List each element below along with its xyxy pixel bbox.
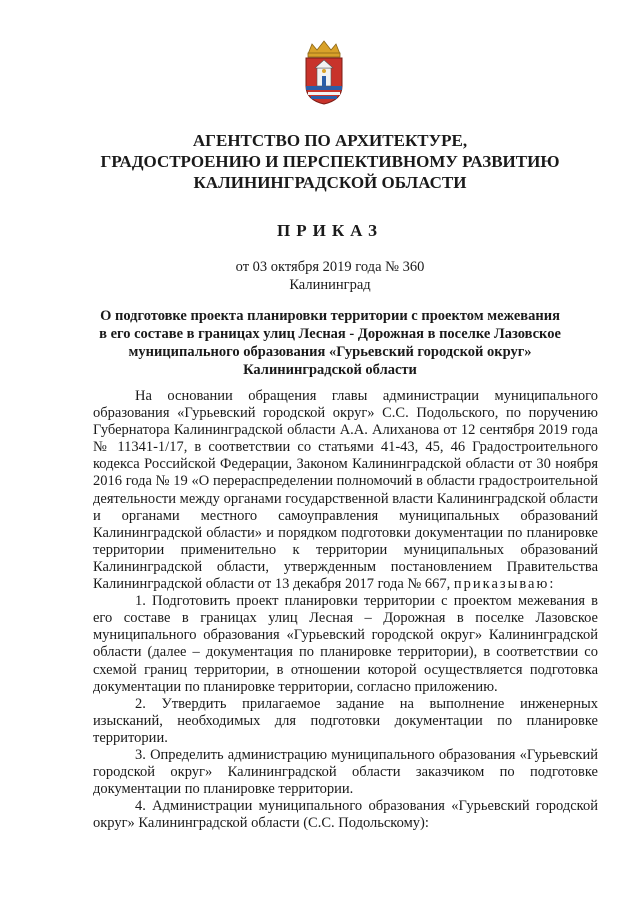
title-line-4: Калининградской области xyxy=(243,362,417,378)
agency-line-2: ГРАДОСТРОЕНИЮ И ПЕРСПЕКТИВНОМУ РАЗВИТИЮ xyxy=(100,152,560,171)
item-4: 4. Администрации муниципального образования «Гурьевский городской округ» Калининградской области (С.С. Подольскому): xyxy=(93,798,598,832)
item-1: 1. Подготовить проект планировки территории с проектом межевания в его составе в границах улиц Лесная – Дорожная в поселке Лазовское муниципального образования «Гурьевский городской округ» Калининградской области (далее – документация по планировке территории), в соответствии со схемой границ территории, в отношении которой осуществляется подготовка документации по планировке территории, согласно приложению. xyxy=(93,593,598,695)
order-body xyxy=(93,388,598,832)
preamble-text: На основании обращения главы администрации муниципального образования «Гурьевский городской округ» С.С. Подольского, по поручению Губернатора Калининградской области А.А. Алиханова от 12 сентября 2019 года № 11341-1/17, в соответствии со статьями 41-43, 45, 46 Градостроительного кодекса Российской Федерации, Законом Калининградской области от 30 ноября 2016 года № 19 «О перераспределении полномочий в области градостроительной деятельности между органами государственной власти Калининградской области и органами местного самоуправления муниципальных образований Калининградской области» и порядком подготовки документации по планировке территории применительно к территории муниципальных образований Калининградской области, утвержденным постановлением Правительства Калининградской области от 13 декабря 2017 года № 667, xyxy=(93,388,598,593)
item-3: 3. Определить администрацию муниципального образования «Гурьевский городской округ» Калининградской области заказчиком по подготовке документации по планировке территории. xyxy=(93,746,598,798)
order-title xyxy=(60,307,600,379)
title-line-1: О подготовке проекта планировки территории с проектом межевания xyxy=(100,308,560,324)
item-2: 2. Утвердить прилагаемое задание на выполнение инженерных изысканий, необходимых для подготовки документации по планировке территории. xyxy=(93,695,598,746)
agency-line-1: АГЕНТСТВО ПО АРХИТЕКТУРЕ, xyxy=(192,131,468,150)
order-heading: ПРИКАЗ xyxy=(277,221,383,240)
order-directive: приказываю: xyxy=(453,576,556,593)
title-line-3: муниципального образования «Гурьевский городской округ» xyxy=(128,344,532,360)
agency-name xyxy=(60,130,600,193)
kaliningrad-coat-of-arms-icon xyxy=(302,40,346,106)
preamble-paragraph xyxy=(93,388,598,593)
order-city: Калининград xyxy=(289,277,371,293)
title-line-2: в его составе в границах улиц Лесная - Дорожная в поселке Лазовское xyxy=(99,326,561,342)
agency-line-3: КАЛИНИНГРАДСКОЙ ОБЛАСТИ xyxy=(193,173,467,192)
order-date-number: от 03 октября 2019 года № 360 xyxy=(235,259,425,275)
order-meta xyxy=(60,258,600,294)
